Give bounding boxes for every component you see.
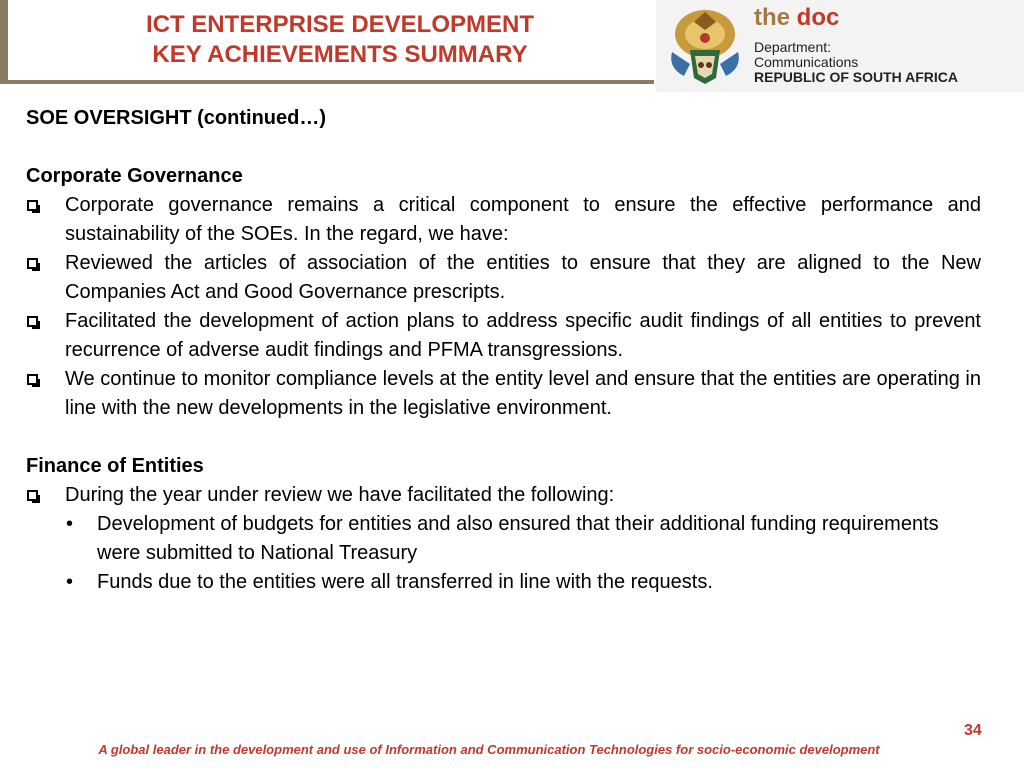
list-item-text: Facilitated the development of action plans to address specific audit findings of all entities to prevent recurrence of adverse audit findings and PFMA transgressions. xyxy=(65,310,981,361)
coat-of-arms-icon xyxy=(664,4,746,88)
list-item xyxy=(26,191,981,249)
list-item xyxy=(26,307,981,365)
list-item-text: During the year under review we have facilitated the following: xyxy=(65,484,615,506)
department-logo xyxy=(656,0,1024,92)
department-line-3: REPUBLIC OF SOUTH AFRICA xyxy=(754,69,959,85)
checkbox-bullet-icon xyxy=(27,490,38,501)
page-number: 34 xyxy=(964,722,982,739)
bullet-dot-icon: • xyxy=(66,571,74,593)
list-item xyxy=(26,249,981,307)
list-item xyxy=(26,481,981,510)
slide-body xyxy=(26,104,981,597)
governance-heading: Corporate Governance xyxy=(26,165,243,187)
list-item xyxy=(26,365,981,423)
page-title xyxy=(60,10,620,70)
brand-doc: doc xyxy=(796,4,840,31)
sub-list-item-text: Funds due to the entities were all transferred in line with the requests. xyxy=(97,571,713,593)
department-line-1: Department: xyxy=(754,39,832,55)
checkbox-bullet-icon xyxy=(27,316,38,327)
header-accent-bar xyxy=(0,0,8,84)
checkbox-bullet-icon xyxy=(27,258,38,269)
title-line-1: ICT ENTERPRISE DEVELOPMENT xyxy=(145,11,535,38)
list-item-text: Corporate governance remains a critical component to ensure the effective performance and sustainability of the SOEs. In the regard, we have: xyxy=(65,194,981,245)
list-item-text: We continue to monitor compliance levels at the entity level and ensure that the entities are operating in line with the new developments in the legislative environment. xyxy=(65,368,981,419)
finance-heading: Finance of Entities xyxy=(26,455,204,477)
footer-tagline: A global leader in the development and use of Information and Communication Technologies for socio-economic development xyxy=(98,742,880,757)
sub-list-item xyxy=(26,568,981,597)
bullet-dot-icon: • xyxy=(66,513,74,535)
brand-wordmark xyxy=(754,4,839,32)
title-line-2: KEY ACHIEVEMENTS SUMMARY xyxy=(152,41,528,68)
sub-list-item-text: Development of budgets for entities and also ensured that their additional funding requirements were submitted to National Treasury xyxy=(97,513,939,564)
brand-the: the xyxy=(754,4,790,31)
department-name xyxy=(754,40,958,85)
section-heading: SOE OVERSIGHT (continued…) xyxy=(26,107,327,129)
sub-list-item xyxy=(26,510,981,568)
department-line-2: Communications xyxy=(754,54,859,70)
checkbox-bullet-icon xyxy=(27,374,38,385)
list-item-text: Reviewed the articles of association of the entities to ensure that they are aligned to the New Companies Act and Good Governance prescripts. xyxy=(65,252,981,303)
checkbox-bullet-icon xyxy=(27,200,38,211)
